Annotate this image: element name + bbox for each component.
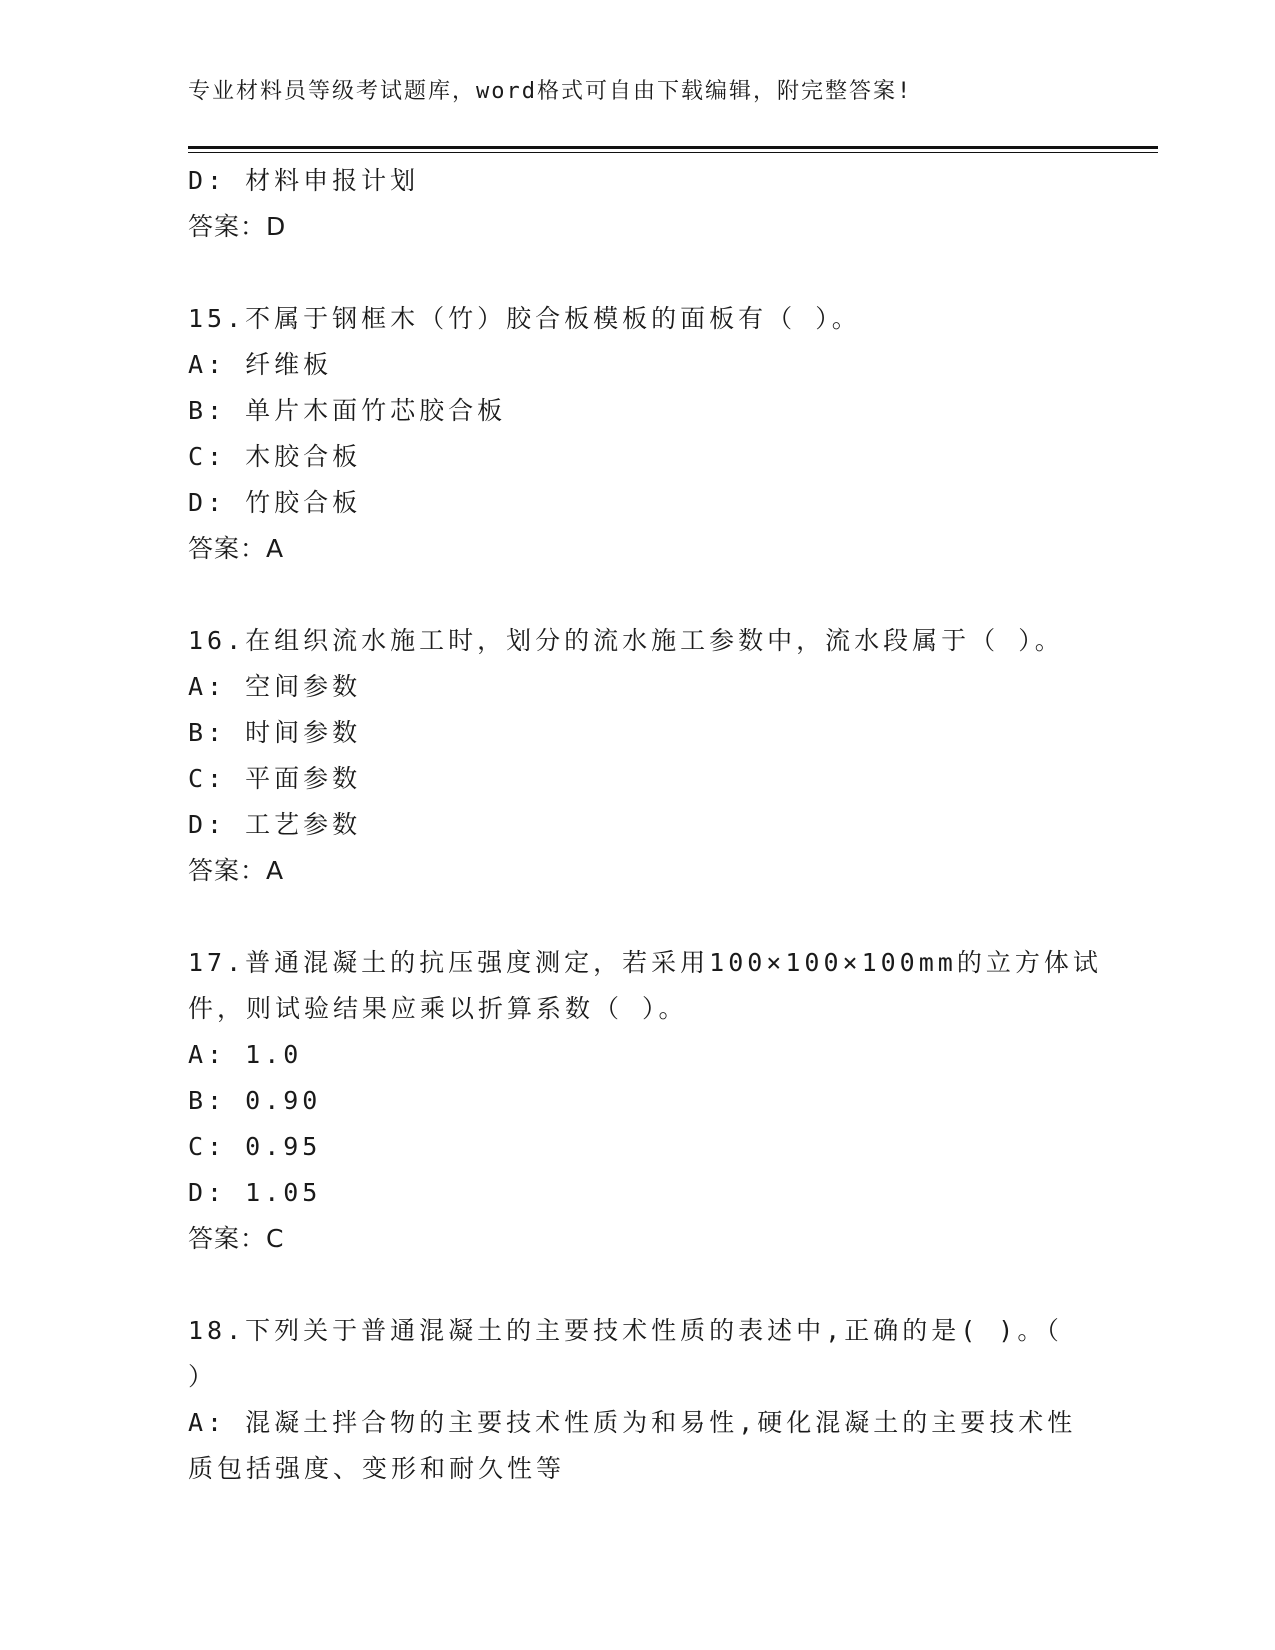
option-d: D: 竹胶合板 bbox=[188, 488, 362, 517]
option-a: A: 空间参数 bbox=[188, 672, 362, 701]
option-a: A: 1.0 bbox=[188, 1040, 303, 1069]
header-rule-thin bbox=[188, 152, 1158, 153]
question-18 bbox=[188, 1308, 1088, 1492]
question-text: 16.在组织流水施工时，划分的流水施工参数中，流水段属于（ ）。 bbox=[188, 626, 1064, 655]
question-text-line-2: 件，则试验结果应乘以折算系数（ ）。 bbox=[188, 994, 688, 1023]
option-d: D: 1.05 bbox=[188, 1178, 322, 1207]
spacer bbox=[188, 572, 1088, 618]
option-a-line-1: A: 混凝土拌合物的主要技术性质为和易性,硬化混凝土的主要技术性 bbox=[188, 1408, 1077, 1437]
answer: 答案：A bbox=[188, 534, 285, 563]
option-c: C: 平面参数 bbox=[188, 764, 362, 793]
option-b: B: 时间参数 bbox=[188, 718, 362, 747]
question-text-line-2: ） bbox=[188, 1362, 218, 1391]
question-17 bbox=[188, 940, 1102, 1262]
option-c: C: 木胶合板 bbox=[188, 442, 362, 471]
question-16 bbox=[188, 618, 1088, 894]
document-content bbox=[188, 158, 1102, 1492]
question-text: 15.不属于钢框木（竹）胶合板模板的面板有（ ）。 bbox=[188, 304, 861, 333]
option-a: A: 纤维板 bbox=[188, 350, 333, 379]
question-text-line-1: 18.下列关于普通混凝土的主要技术性质的表述中,正确的是( )。（ bbox=[188, 1316, 1063, 1345]
answer: 答案：A bbox=[188, 856, 285, 885]
spacer bbox=[188, 250, 1088, 296]
header-rule-thick bbox=[188, 146, 1158, 149]
question-text-line-1: 17.普通混凝土的抗压强度测定，若采用100×100×100mm的立方体试 bbox=[188, 948, 1102, 977]
spacer bbox=[188, 894, 1088, 940]
answer: 答案：C bbox=[188, 1224, 285, 1253]
answer-previous: 答案：D bbox=[188, 212, 287, 241]
option-b: B: 单片木面竹芯胶合板 bbox=[188, 396, 507, 425]
option-d-previous: D: 材料申报计划 bbox=[188, 166, 420, 195]
page-header: 专业材料员等级考试题库，word格式可自由下载编辑，附完整答案! bbox=[188, 79, 913, 104]
option-a-line-2: 质包括强度、变形和耐久性等 bbox=[188, 1454, 566, 1483]
question-15 bbox=[188, 296, 1088, 572]
option-b: B: 0.90 bbox=[188, 1086, 322, 1115]
option-c: C: 0.95 bbox=[188, 1132, 322, 1161]
spacer bbox=[188, 1262, 1088, 1308]
option-d: D: 工艺参数 bbox=[188, 810, 362, 839]
